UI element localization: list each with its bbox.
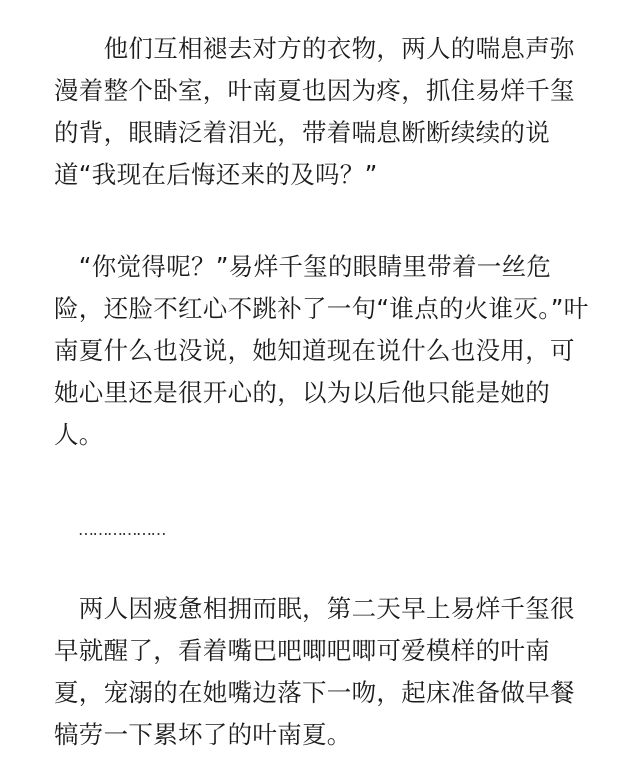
section-separator: ………………: [78, 520, 165, 539]
paragraph-2: [54, 246, 614, 456]
paragraph-line: 道“我现在后悔还来的及吗？”: [54, 160, 378, 189]
paragraph-line: 她心里还是很开心的，以为以后他只能是她的: [54, 378, 550, 407]
paragraph-3: [54, 588, 614, 756]
paragraph-line: 两人因疲惫相拥而眠，第二天早上易烊千玺很: [54, 594, 575, 623]
paragraph-line: 他们互相褪去对方的衣物，两人的喘息声弥: [54, 34, 575, 63]
paragraph-line: 漫着整个卧室，叶南夏也因为疼，抓住易烊千玺: [54, 76, 575, 105]
paragraph-1: [54, 28, 614, 196]
paragraph-line: 险，还脸不红心不跳补了一句“谁点的火谁灭。”叶: [54, 294, 589, 323]
paragraph-line: 南夏什么也没说，她知道现在说什么也没用，可: [54, 336, 575, 365]
paragraph-line: 早就醒了，看着嘴巴吧唧吧唧可爱模样的叶南: [54, 636, 550, 665]
paragraph-line: 人。: [54, 420, 104, 449]
paragraph-line: “你觉得呢？”易烊千玺的眼睛里带着一丝危: [54, 252, 552, 281]
paragraph-line: 的背，眼睛泛着泪光，带着喘息断断续续的说: [54, 118, 550, 147]
paragraph-line: 犒劳一下累坏了的叶南夏。: [54, 720, 352, 749]
paragraph-line: 夏，宠溺的在她嘴边落下一吻，起床准备做早餐: [54, 678, 575, 707]
